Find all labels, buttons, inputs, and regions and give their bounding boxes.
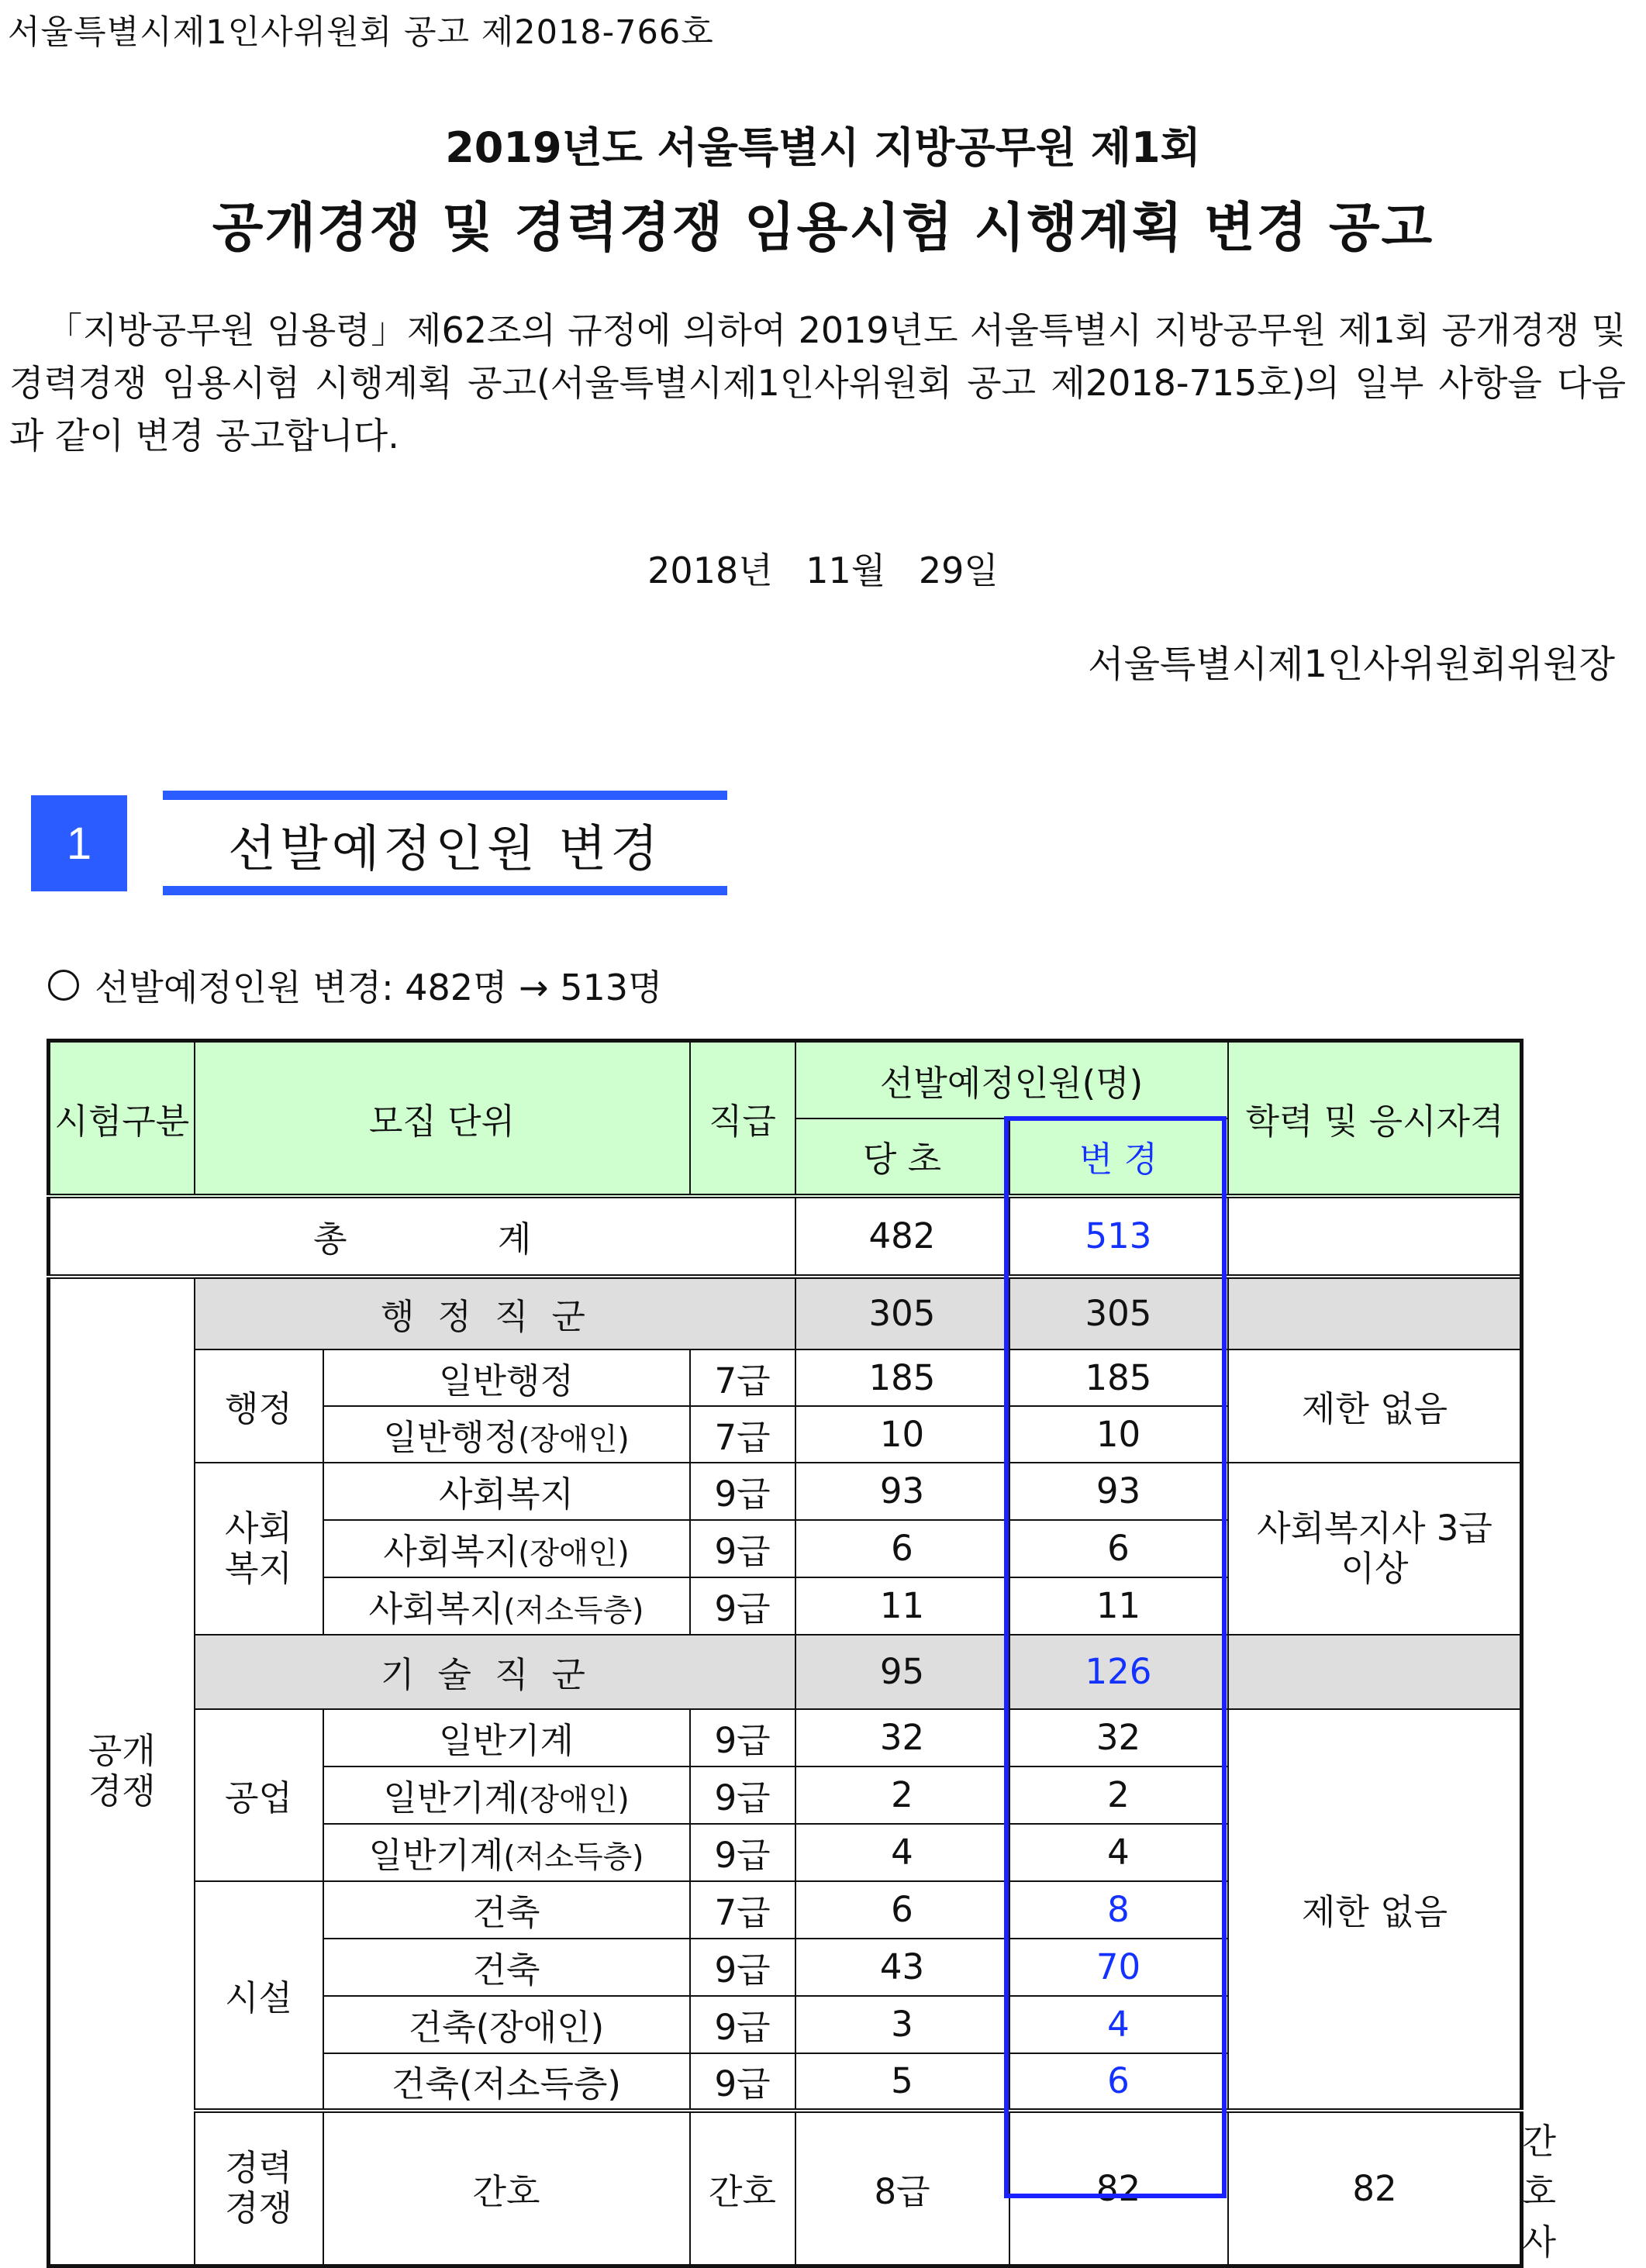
row-grade: 7급 — [690, 1406, 795, 1463]
tech-group-qualification — [1228, 1635, 1522, 1709]
row-name: 사회복지(저소득층) — [323, 1577, 690, 1635]
admin-group-changed: 305 — [1009, 1277, 1228, 1349]
row-changed: 6 — [1009, 1520, 1228, 1577]
row-original: 5 — [795, 2053, 1009, 2111]
row-name: 일반기계 — [323, 1709, 690, 1766]
row-grade: 9급 — [690, 1520, 795, 1577]
row-grade: 9급 — [690, 1577, 795, 1635]
row-name: 사회복지(장애인) — [323, 1520, 690, 1577]
total-label — [49, 1196, 795, 1277]
section-rule-top — [163, 791, 727, 800]
row-grade: 9급 — [690, 1824, 795, 1881]
row-name: 일반행정(장애인) — [323, 1406, 690, 1463]
qualification-tech: 제한 없음 — [1228, 1709, 1522, 2111]
sub-admin-label: 행정 — [195, 1349, 323, 1463]
career-competition-label: 경력경쟁 — [195, 2111, 323, 2266]
header-grade: 직급 — [690, 1041, 795, 1196]
tech-group-original: 95 — [795, 1635, 1009, 1709]
row-name: 일반행정 — [323, 1349, 690, 1406]
table-row — [49, 1463, 1522, 1520]
total-original: 482 — [795, 1196, 1009, 1277]
bullet-line — [48, 960, 663, 1011]
row-name: 건축 — [323, 1939, 690, 1996]
row-changed: 8 — [1009, 1881, 1228, 1939]
header-qualification: 학력 및 응시자격 — [1228, 1041, 1522, 1196]
header-changed: 변 경 — [1009, 1118, 1228, 1196]
total-label-b: 계 — [497, 1218, 532, 1260]
row-original: 6 — [795, 1881, 1009, 1939]
row-original: 2 — [795, 1766, 1009, 1824]
admin-group-qualification — [1228, 1277, 1522, 1349]
row-changed: 82 — [1228, 2111, 1522, 2266]
row-name: 사회복지 — [323, 1463, 690, 1520]
row-changed: 10 — [1009, 1406, 1228, 1463]
row-name: 건축 — [323, 1881, 690, 1939]
row-name: 건축(장애인) — [323, 1996, 690, 2053]
row-grade: 9급 — [690, 2053, 795, 2111]
total-changed: 513 — [1009, 1196, 1228, 1277]
row-original: 82 — [1009, 2111, 1228, 2266]
row-original: 43 — [795, 1939, 1009, 1996]
circle-bullet-icon — [48, 970, 79, 1001]
row-original: 4 — [795, 1824, 1009, 1881]
section-rule-bottom — [163, 886, 727, 895]
row-grade: 9급 — [690, 1996, 795, 2053]
notice-number: 서울특별시제1인사위원회 공고 제2018-766호 — [8, 13, 714, 52]
signer: 서울특별시제1인사위원회위원장 — [1088, 643, 1615, 686]
sub-welfare-label: 사회 복지 — [195, 1463, 323, 1635]
row-changed: 4 — [1009, 1996, 1228, 2053]
row-changed: 32 — [1009, 1709, 1228, 1766]
row-original: 32 — [795, 1709, 1009, 1766]
bullet-text: 선발예정인원 변경: 482명 → 513명 — [95, 967, 663, 1008]
title-line-1: 2019년도 서울특별시 지방공무원 제1회 — [445, 123, 1201, 172]
row-grade: 9급 — [690, 1939, 795, 1996]
selection-table — [47, 1039, 1556, 2268]
header-original: 당 초 — [795, 1118, 1009, 1196]
total-label-a: 총 — [313, 1218, 347, 1260]
row-changed: 2 — [1009, 1766, 1228, 1824]
row-original: 6 — [795, 1520, 1009, 1577]
total-qualification — [1228, 1196, 1522, 1277]
table-row — [49, 1349, 1522, 1406]
admin-group-label: 행정직군 — [195, 1277, 795, 1349]
header-unit: 모집 단위 — [195, 1041, 690, 1196]
row-original: 93 — [795, 1463, 1009, 1520]
row-original: 3 — [795, 1996, 1009, 2053]
qualification-welfare: 사회복지사 3급 이상 — [1228, 1463, 1522, 1635]
row-grade: 9급 — [690, 1766, 795, 1824]
tech-group-label: 기술직군 — [195, 1635, 795, 1709]
row-name: 건축(저소득층) — [323, 2053, 690, 2111]
header-category: 시험구분 — [49, 1041, 195, 1196]
row-grade: 8급 — [795, 2111, 1009, 2266]
body-paragraph: 「지방공무원 임용령」제62조의 규정에 의하여 2019년도 서울특별시 지방공무원 제1회 공개경쟁 및 경력경쟁 임용시험 시행계획 공고(서울특별시제1인사위원회 공고 제2018-715호)의 일부 사항을 다음과 같이 변경 공고합니다. — [9, 309, 1626, 457]
open-competition-label: 공개경쟁 — [49, 1277, 195, 2266]
table-row — [49, 1709, 1522, 1766]
header-row-1 — [49, 1041, 1522, 1118]
title-line-2: 공개경쟁 및 경력경쟁 임용시험 시행계획 변경 공고 — [212, 198, 1434, 259]
row-original: 185 — [795, 1349, 1009, 1406]
header-planned: 선발예정인원(명) — [795, 1041, 1228, 1118]
qualification-admin: 제한 없음 — [1228, 1349, 1522, 1463]
row-original: 10 — [795, 1406, 1009, 1463]
row-changed: 185 — [1009, 1349, 1228, 1406]
row-name: 일반기계(장애인) — [323, 1766, 690, 1824]
row-changed: 70 — [1009, 1939, 1228, 1996]
total-row — [49, 1196, 1522, 1277]
notice-date: 2018년 11월 29일 — [647, 550, 999, 591]
row-name: 간호 — [690, 2111, 795, 2266]
row-grade: 7급 — [690, 1881, 795, 1939]
row-changed: 6 — [1009, 2053, 1228, 2111]
sub-industry-label: 공업 — [195, 1709, 323, 1881]
row-name: 일반기계(저소득층) — [323, 1824, 690, 1881]
row-original: 11 — [795, 1577, 1009, 1635]
row-changed: 11 — [1009, 1577, 1228, 1635]
sub-nursing-label: 간호 — [323, 2111, 690, 2266]
tech-group-row — [49, 1635, 1522, 1709]
row-changed: 93 — [1009, 1463, 1228, 1520]
row-changed: 4 — [1009, 1824, 1228, 1881]
admin-group-original: 305 — [795, 1277, 1009, 1349]
sub-facility-label: 시설 — [195, 1881, 323, 2111]
admin-group-row — [49, 1277, 1522, 1349]
section-number-badge: 1 — [31, 795, 127, 891]
career-row: 경력경쟁 간호 간호 8급 82 82 간호사 — [49, 2111, 1522, 2266]
section-title: 선발예정인원 변경 — [228, 821, 662, 878]
tech-group-changed: 126 — [1009, 1635, 1228, 1709]
row-grade: 7급 — [690, 1349, 795, 1406]
row-grade: 9급 — [690, 1463, 795, 1520]
row-grade: 9급 — [690, 1709, 795, 1766]
